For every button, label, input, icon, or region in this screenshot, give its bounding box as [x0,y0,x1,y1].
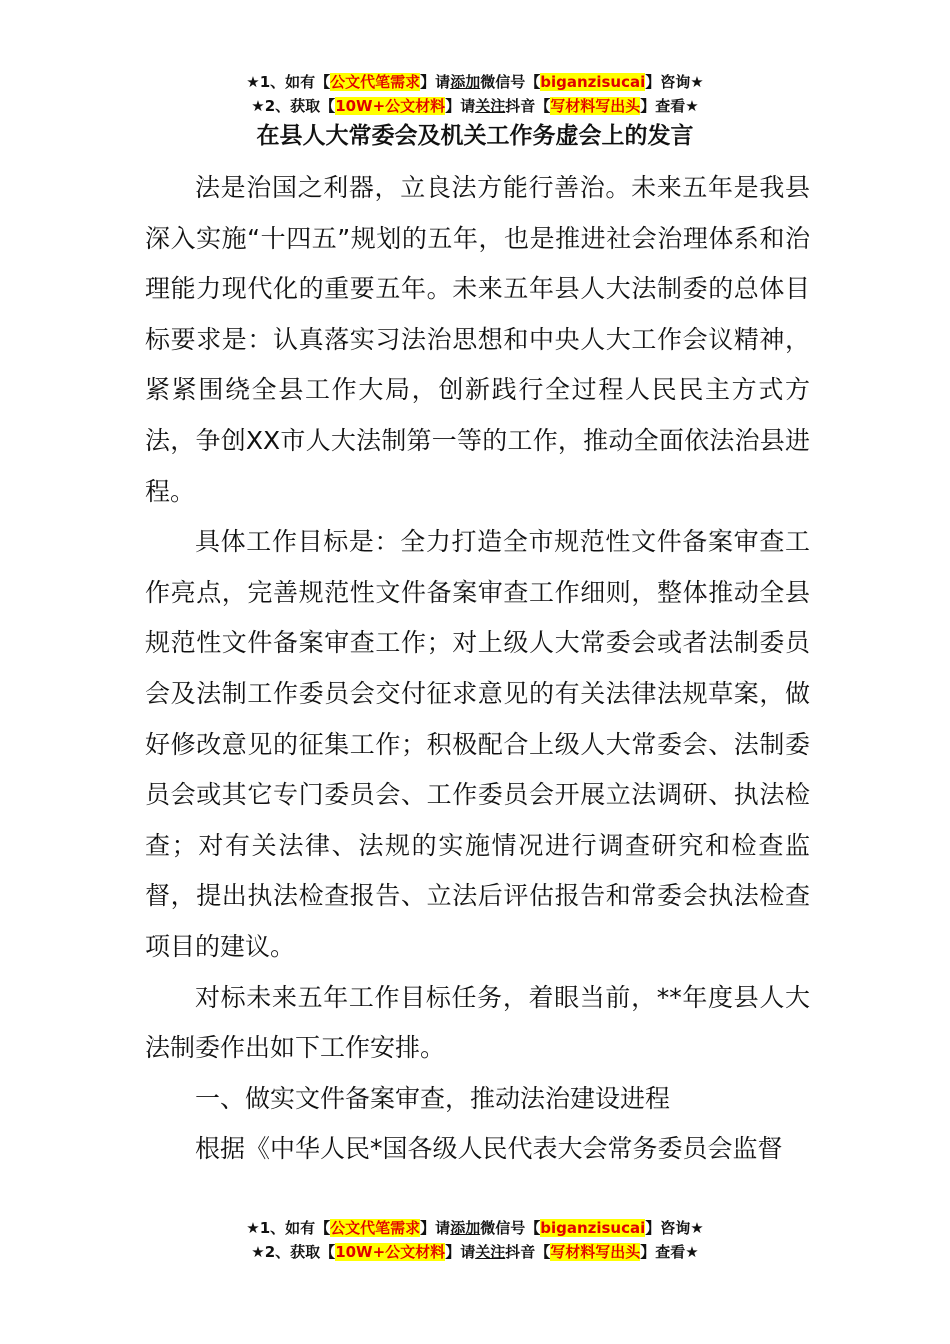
paragraph: 法是治国之利器，立良法方能行善治。未来五年是我县深入实施“十四五”规划的五年，也是推进社会治理体系和治理能力现代化的重要五年。未来五年县人大法制委的总体目标要求是：认真落实习法治思想和中央人大工作会议精神，紧紧围绕全县工作大局，创新践行全过程人民民主方式方法，争创XX市人大法制第一等的工作，推动全面依法治县进程。 [145,173,810,506]
highlight-service: 公文代笔需求 [330,1219,421,1237]
highlight-materials: 10W+公文材料 [335,97,446,115]
banner-line-2: ★2、获取【10W+公文材料】请关注抖音【写材料写出头】查看★ [251,97,699,115]
highlight-wechat-id: biganzisucai [540,73,646,91]
paragraph: 根据《中华人民*国各级人民代表大会常务委员会监督 [195,1134,783,1164]
paragraph: 具体工作目标是：全力打造全市规范性文件备案审查工作亮点，完善规范性文件备案审查工作细则，整体推动全县规范性文件备案审查工作；对上级人大常委会或者法制委员会及法制工作委员会交付征求意见的有关法律法规草案，做好修改意见的征集工作；积极配合上级人大常委会、法制委员会或其它专门委员会、工作委员会开展立法调研、执法检查；对有关法律、法规的实施情况进行调查研究和检查监督，提出执法检查报告、立法后评估报告和常委会执法检查项目的建议。 [145,527,810,961]
footer-banner [0,1216,950,1264]
document-body [145,163,810,1175]
banner-line-1: ★1、如有【公文代笔需求】请添加微信号【biganzisucai】咨询★ [246,73,704,91]
highlight-wechat-id: biganzisucai [540,1219,646,1237]
highlight-douyin: 写材料写出头 [550,97,641,115]
paragraph: 对标未来五年工作目标任务，着眼当前，**年度县人大法制委作出如下工作安排。 [145,982,810,1063]
highlight-service: 公文代笔需求 [330,73,421,91]
banner-line-1: ★1、如有【公文代笔需求】请添加微信号【biganzisucai】咨询★ [246,1219,704,1237]
document-title: 在县人大常委会及机关工作务虚会上的发言 [256,123,694,149]
banner-line-2: ★2、获取【10W+公文材料】请关注抖音【写材料写出头】查看★ [251,1243,699,1261]
highlight-materials: 10W+公文材料 [335,1243,446,1261]
header-banner [0,70,950,118]
section-heading: 一、做实文件备案审查，推动法治建设进程 [195,1083,671,1113]
highlight-douyin: 写材料写出头 [550,1243,641,1261]
